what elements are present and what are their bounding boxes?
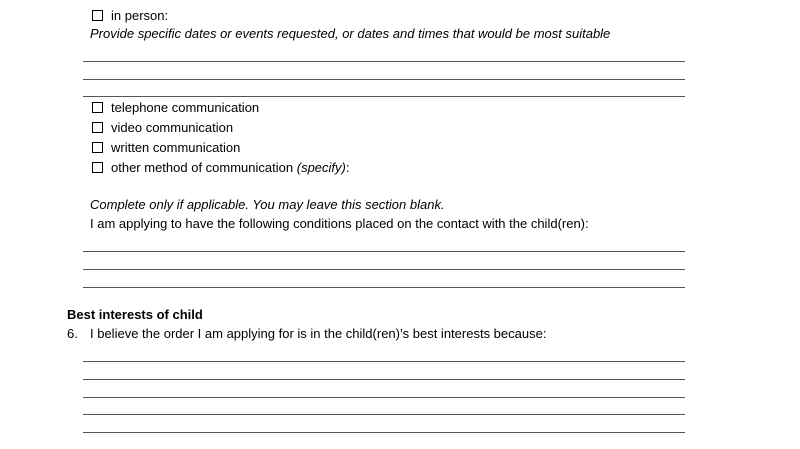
in-person-answer-line-1[interactable] (83, 61, 685, 62)
in-person-answer-line-2[interactable] (83, 79, 685, 80)
written-label: written communication (111, 139, 241, 155)
other-method-option[interactable] (92, 159, 349, 175)
best-interests-answer-line-2[interactable] (83, 379, 685, 380)
conditions-answer-line-1[interactable] (83, 251, 685, 252)
best-interests-answer-line-5[interactable] (83, 432, 685, 433)
in-person-answer-line-3[interactable] (83, 96, 685, 97)
telephone-option[interactable] (92, 99, 259, 115)
video-option[interactable] (92, 119, 233, 135)
other-method-specify: (specify) (296, 159, 346, 175)
conditions-note: Complete only if applicable. You may leave this section blank. (90, 197, 445, 212)
best-interests-answer-line-3[interactable] (83, 397, 685, 398)
conditions-statement: I am applying to have the following conditions placed on the contact with the child(ren): (90, 216, 589, 231)
written-checkbox[interactable] (92, 142, 103, 153)
video-label: video communication (111, 119, 234, 135)
video-checkbox[interactable] (92, 122, 103, 133)
in-person-checkbox[interactable] (92, 10, 103, 21)
other-method-label: other method of communication (111, 159, 294, 175)
other-method-colon: : (345, 159, 350, 175)
written-option[interactable] (92, 139, 240, 155)
best-interests-answer-line-1[interactable] (83, 361, 685, 362)
in-person-instructions: Provide specific dates or events requested, or dates and times that would be most suitable (90, 26, 611, 41)
telephone-label: telephone communication (111, 99, 260, 115)
in-person-label: in person: (111, 7, 169, 23)
in-person-option[interactable] (92, 7, 168, 23)
best-interests-statement: I believe the order I am applying for is in the child(ren)’s best interests because: (90, 326, 547, 341)
best-interests-answer-line-4[interactable] (83, 414, 685, 415)
telephone-checkbox[interactable] (92, 102, 103, 113)
best-interests-number: 6. (67, 326, 78, 341)
other-method-checkbox[interactable] (92, 162, 103, 173)
best-interests-heading: Best interests of child (67, 307, 203, 322)
conditions-answer-line-2[interactable] (83, 269, 685, 270)
conditions-answer-line-3[interactable] (83, 287, 685, 288)
